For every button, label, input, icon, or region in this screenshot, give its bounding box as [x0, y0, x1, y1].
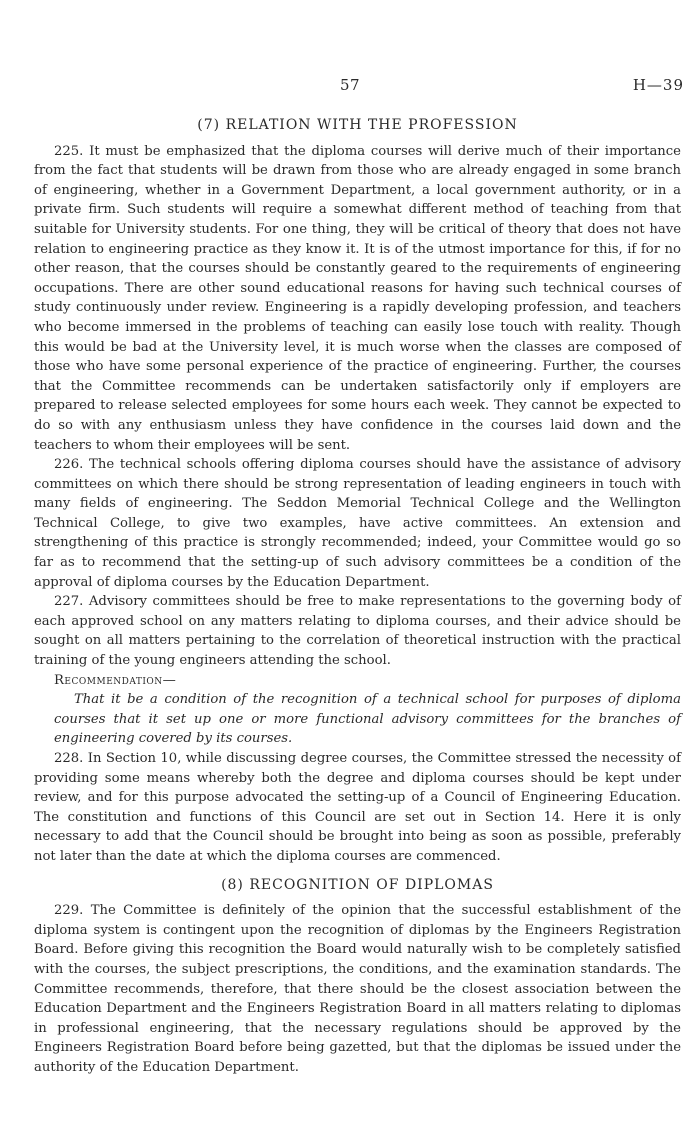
- report-code: H—39: [632, 76, 684, 94]
- recommendation-label: Recommendation—: [54, 672, 177, 688]
- paragraph-228: 228. In Section 10, while discussing degree courses, the Committee stressed the necessity of providing some means whereby both the degree and diploma courses should be kept under review, and for this purpose advocated the setting-up of a Council of Engineering Education. The constitution and functions of this Council are set out in Section 14. Here it is only necessary to add that the Council should be brought into being as soon as possible, preferably not later than the date at which the diploma courses are commenced.: [34, 751, 681, 864]
- paragraph-225: 225. It must be emphasized that the diploma courses will derive much of their importance from the fact that students will be drawn from those who are already engaged in some branch of engineering, whether in a Government Department, a local government authority, or in a private firm. Such students will require a somewhat different method of teaching from that suitable for University students. For one thing, they will be critical of theory that does not have relation to engineering practice as they know it. It is of the utmost importance for this, if for no other reason, that the courses should be constantly geared to the requirements of engineering occupations. There are other sound educational reasons for having such technical courses of study continuously under review. Engineering is a rapidly developing profession, and teachers who become immersed in the problems of teaching can easily lose touch with reality. Though this would be bad at the University level, it is much worse when the classes are composed of those who have some personal experience of the practice of engineering. Further, the courses that the Committee recommends can be undertaken satisfactorily only if employers are prepared to release selected employees for some hours each week. They cannot be expected to do so with any enthusiasm unless they have confidence in the courses laid down and the teachers to whom their employees will be sent.: [34, 143, 681, 453]
- section-heading-relation-with-profession: (7) RELATION WITH THE PROFESSION: [197, 117, 518, 133]
- document-body: [34, 116, 681, 1078]
- section-heading-recognition-of-diplomas: (8) RECOGNITION OF DIPLOMAS: [221, 876, 494, 893]
- page-number: 57: [339, 76, 361, 94]
- paragraph-226: 226. The technical schools offering diploma courses should have the assistance of advisory committees on which there should be strong representation of leading engineers in touch with many fields of engineering. The Seddon Memorial Technical College and the Wellington Technical College, to give two examples, have active committees. An extension and strengthening of this practice is strongly recommended; indeed, your Committee would go so far as to recommend that the setting-up of such advisory committees be a condition of the approval of diploma courses by the Education Department.: [34, 457, 681, 590]
- paragraph-229: 229. The Committee is definitely of the opinion that the successful establishment of the diploma system is contingent upon the recognition of diplomas by the Engineers Registration Board. Before giving this recognition the Board would naturally wish to be completely satisfied with the courses, the subject prescriptions, the conditions, and the examination standards. The Committee recommends, therefore, that there should be the closest association between the Education Department and the Engineers Registration Board in all matters relating to diplomas in professional engineering, that the necessary regulations should be approved by the Engineers Registration Board before being gazetted, but that the diplomas be issued under the authority of the Education Department.: [34, 903, 681, 1075]
- recommendation-text: That it be a condition of the recognition of a technical school for purposes of diploma courses that it set up one or more functional advisory committees for the branches of engineering covered by its courses.: [54, 692, 681, 747]
- paragraph-227: 227. Advisory committees should be free to make representations to the governing body of each approved school on any matters relating to diploma courses, and their advice should be sought on all matters pertaining to the correlation of theoretical instruction with the practical training of the young engineers attending the school.: [34, 594, 681, 669]
